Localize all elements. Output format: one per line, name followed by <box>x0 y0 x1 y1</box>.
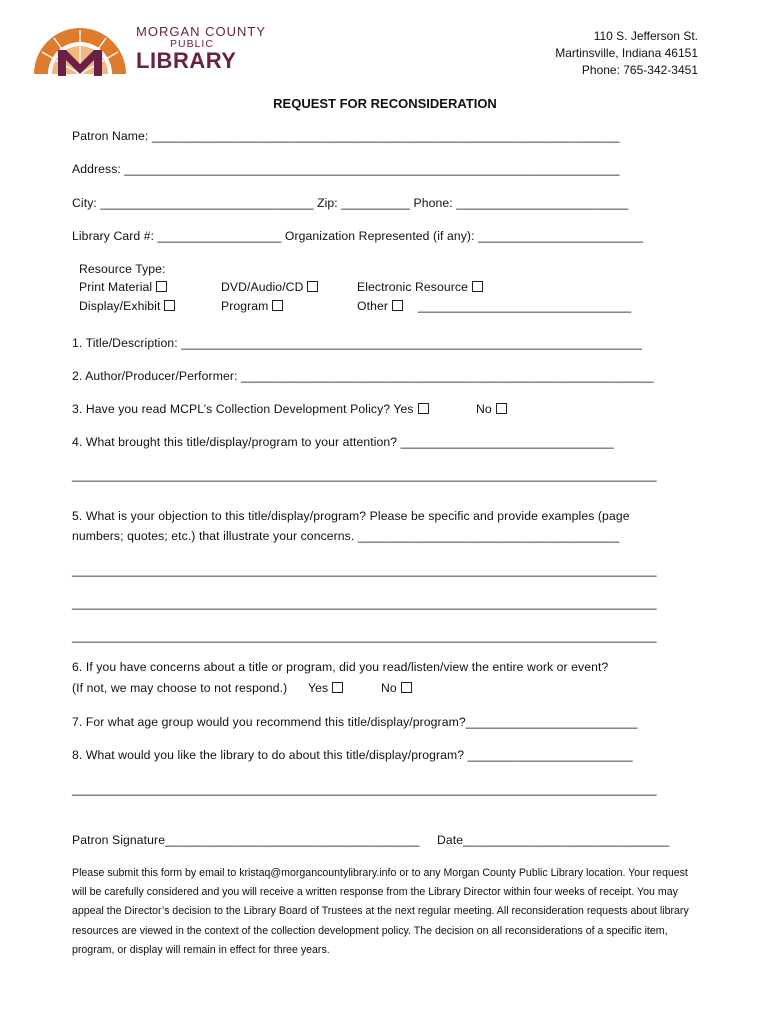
dvd-checkbox[interactable] <box>307 281 318 292</box>
library-address <box>555 28 698 79</box>
resource-other-line[interactable]: _______________________________ <box>418 299 632 313</box>
resource-program-option[interactable] <box>221 299 283 313</box>
question-6-line-b: (If not, we may choose to not respond.) <box>72 681 288 695</box>
question-5-answer-line-1[interactable]: _____________________________________________________________________________________ <box>72 563 657 577</box>
q6-no-checkbox[interactable] <box>401 682 412 693</box>
patron-name-field[interactable]: Patron Name: ____________________________________________________________________ <box>72 129 620 143</box>
logo-line-2: PUBLIC <box>170 38 214 50</box>
resource-electronic-option[interactable] <box>357 280 483 294</box>
patron-signature-field[interactable]: Patron Signature_____________________________________ <box>72 833 420 847</box>
library-logo <box>32 22 266 78</box>
question-5-line-a: 5. What is your objection to this title/display/program? Please be specific and provide examples (page <box>72 509 630 523</box>
question-6-no <box>381 681 412 695</box>
question-6-no-label: No <box>381 681 397 695</box>
question-4[interactable]: 4. What brought this title/display/program to your attention? _______________________________ <box>72 435 614 449</box>
resource-dvd-option[interactable] <box>221 280 318 294</box>
resource-print-label: Print Material <box>79 280 153 294</box>
question-6-line-a: 6. If you have concerns about a title or program, did you read/listen/view the entire work or event? <box>72 660 609 674</box>
question-3-no-label: No <box>476 402 492 416</box>
question-6-yes-label: Yes <box>308 681 329 695</box>
program-checkbox[interactable] <box>272 300 283 311</box>
resource-other-label: Other <box>357 299 388 313</box>
question-8-line[interactable]: _____________________________________________________________________________________ <box>72 782 657 796</box>
q3-yes-checkbox[interactable] <box>418 403 429 414</box>
electronic-checkbox[interactable] <box>472 281 483 292</box>
question-3-no <box>476 402 507 416</box>
form-title: REQUEST FOR RECONSIDERATION <box>273 96 497 111</box>
logo-line-3: LIBRARY <box>136 48 237 73</box>
address-phone: Phone: 765-342-3451 <box>581 63 698 77</box>
question-7[interactable]: 7. For what age group would you recommend this title/display/program?_________________________ <box>72 715 638 729</box>
q6-yes-checkbox[interactable] <box>332 682 343 693</box>
print-checkbox[interactable] <box>156 281 167 292</box>
question-5-answer-line-3[interactable]: _____________________________________________________________________________________ <box>72 629 657 643</box>
question-2[interactable]: 2. Author/Producer/Performer: ____________________________________________________________ <box>72 369 654 383</box>
resource-electronic-label: Electronic Resource <box>357 280 468 294</box>
question-3 <box>72 402 429 416</box>
logo-line-1: MORGAN COUNTY <box>136 24 266 39</box>
submission-instructions: Please submit this form by email to kristaq@morgancountylibrary.info or to any Morgan County Public Library location. Your request will be carefully considered and you will receive a written response from the Library Director within four weeks of receipt. You may appeal the Director’s decision to the Library Board of Trustees at the next regular meeting. All reconsideration requests about library resources are viewed in the context of the collection development policy. The decision on all reconsiderations of a specific item, program, or display will remain in effect for three years. <box>72 867 689 956</box>
date-field[interactable]: Date______________________________ <box>437 833 670 847</box>
question-5-answer-line-2[interactable]: _____________________________________________________________________________________ <box>72 596 657 610</box>
resource-dvd-label: DVD/Audio/CD <box>221 280 304 294</box>
resource-print-option[interactable] <box>79 280 167 294</box>
question-6-yes <box>308 681 343 695</box>
resource-display-option[interactable] <box>79 299 175 313</box>
resource-other-option[interactable] <box>357 299 403 313</box>
library-card-field[interactable]: Library Card #: __________________ Organization Represented (if any): ________________________ <box>72 229 644 243</box>
q3-no-checkbox[interactable] <box>496 403 507 414</box>
question-8[interactable]: 8. What would you like the library to do about this title/display/program? ________________________ <box>72 748 633 762</box>
city-zip-phone-field[interactable]: City: _______________________________ Zip: __________ Phone: _________________________ <box>72 196 629 210</box>
resource-display-label: Display/Exhibit <box>79 299 161 313</box>
question-5-line-b[interactable]: numbers; quotes; etc.) that illustrate your concerns. ______________________________________ <box>72 529 620 543</box>
question-1[interactable]: 1. Title/Description: ___________________________________________________________________ <box>72 336 643 350</box>
display-checkbox[interactable] <box>164 300 175 311</box>
resource-program-label: Program <box>221 299 269 313</box>
other-checkbox[interactable] <box>392 300 403 311</box>
address-city: Martinsville, Indiana 46151 <box>555 46 698 60</box>
address-street: 110 S. Jefferson St. <box>593 29 698 43</box>
question-3-text: 3. Have you read MCPL’s Collection Development Policy? Yes <box>72 402 414 416</box>
question-4-line[interactable]: _____________________________________________________________________________________ <box>72 468 657 482</box>
resource-type-heading: Resource Type: <box>79 262 166 276</box>
address-field[interactable]: Address: ________________________________________________________________________ <box>72 162 620 176</box>
